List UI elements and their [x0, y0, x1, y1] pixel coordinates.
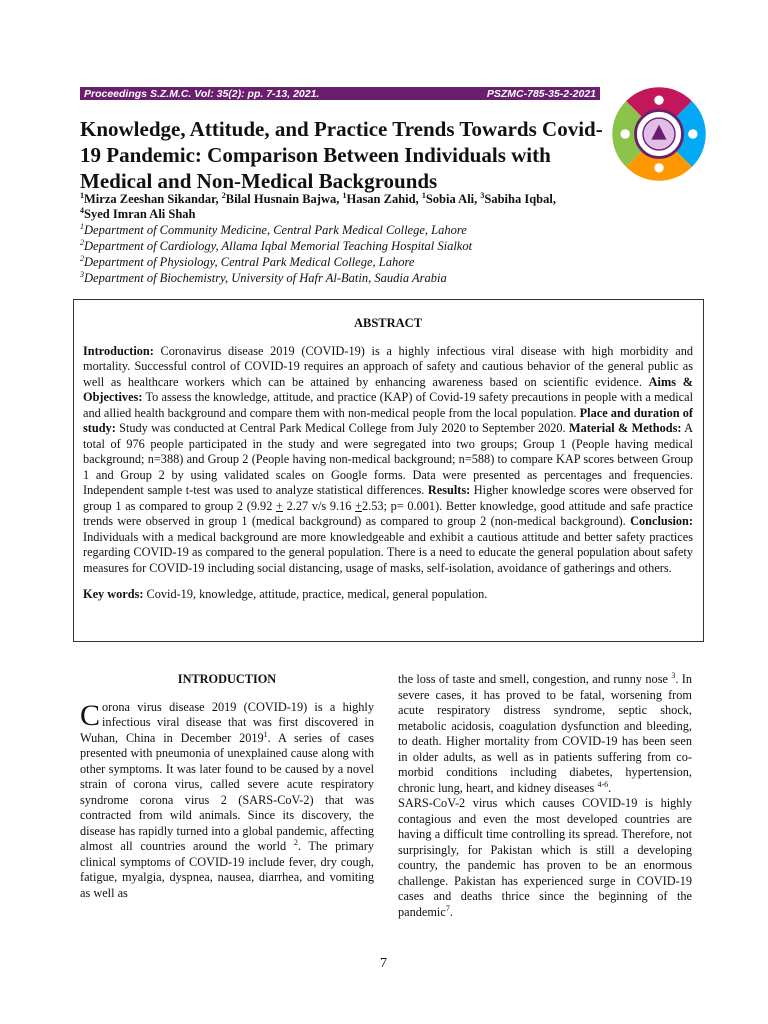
journal-header-banner: [80, 87, 600, 100]
journal-seal-logo: [612, 87, 706, 181]
author: $^3$Sabiha Iqbal,: [480, 190, 556, 206]
author: $^4$Syed Imran Ali Shah: [80, 205, 196, 221]
author-list: [80, 192, 615, 222]
affiliation: $^3$Department of Biochemistry, University of Hafr Al-Batin, Saudia Arabia: [80, 269, 447, 285]
article-title: Knowledge, Attitude, and Practice Trends Towards Covid-19 Pandemic: Comparison Between Individuals with Medical and Non-Medical Backgrounds: [80, 117, 603, 193]
page-number: 7: [380, 956, 387, 971]
left-column: [80, 672, 374, 901]
author: $^1$Hasan Zahid,: [342, 190, 422, 206]
abstract-box: [73, 299, 704, 642]
author: $^1$Sobia Ali,: [421, 190, 481, 206]
abstract-keywords: Key words: Covid-19, knowledge, attitude, practice, medical, general population.: [83, 587, 488, 601]
affiliation: $^2$Department of Cardiology, Allama Iqbal Memorial Teaching Hospital Sialkot: [80, 237, 473, 253]
introduction-paragraph: Corona virus disease 2019 (COVID-19) is a highly infectious viral disease that was first discovered in Wuhan, China in December 2019$^1$. A series of cases presented with pneumonia of unexplained cause along with other symptoms. It was later found to be caused by a novel strain of corona virus, called severe acute respiratory syndrome corona virus 2 (SARS-CoV-2) that was contracted from wild animals. Since its discovery, the disease has rapidly turned into a global pandemic, affecting almost all countries around the world $^2$. The primary clinical symptoms of COVID-19 include fever, dry cough, fatigue, myalgia, dyspnea, nausea, diarrhea, and vomiting as well as: [80, 698, 374, 900]
affiliation-list: [80, 222, 640, 286]
affiliation: $^2$Department of Physiology, Central Park Medical College, Lahore: [80, 253, 415, 269]
abstract-body: Introduction: Coronavirus disease 2019 (COVID-19) is a highly infectious viral disease with high morbidity and mortality. Successful control of COVID-19 requires an approach of safety and cautious behavior of the general public as well as healthcare workers which can be attained by enhancing awareness based on scientific evidence. Aims & Objectives: To assess the knowledge, attitude, and practice (KAP) of Covid-19 safety precautions in people with a medical and allied health background and compare them with non-medical people from the local population. Place and duration of study: Study was conducted at Central Park Medical College from July 2020 to September 2020. Material & Methods: A total of 976 people participated in the study and were segregated into two groups; Group 1 (People having medical background; n=388) and Group 2 (People having non-medical background; n=588) to compare KAP scores between Group 1 and Group 2 by using validated scales on Google forms. Data were presented as percentages and frequencies. Independent sample t-test was used to analyze statistical differences. Results: Higher knowledge scores were observed for group 1 as compared to group 2 (9.92 + 2.27 v/s 9.16 +2.53; p= 0.001). Better knowledge, good attitude and safe practice trends were observed in group 1 (medical background) as compared to group 2 (non-medical background). Conclusion: Individuals with a medical background are more knowledgeable and exhibit a cautious attitude and better safety practices regarding COVID-19 as compared to the general population. There is a need to educate the general population about safety measures for COVID-19 including social distancing, usage of masks, self-isolation, avoidance of gatherings and others.: [83, 343, 694, 575]
author: $^1$Mirza Zeeshan Sikandar,: [80, 190, 222, 206]
abstract-heading: ABSTRACT: [353, 316, 423, 330]
introduction-heading: INTRODUCTION: [177, 672, 277, 686]
author: $^2$Bilal Husnain Bajwa,: [221, 190, 343, 206]
introduction-paragraph: the loss of taste and smell, congestion, and runny nose $^3$. In severe cases, it has proved to be fatal, worsening from acute respiratory distress syndrome, septic shock, metabolic acidosis, coagulation dysfunction and bleeding, to death. Higher mortality from COVID-19 has been seen in older adults, as well as in patients suffering from co-morbid conditions including diabetes, hypertension, chronic lung, heart, and kidney diseases $^{4-6}$.: [398, 670, 692, 795]
affiliation: $^1$Department of Community Medicine, Central Park Medical College, Lahore: [80, 221, 467, 237]
drop-cap: C: [80, 698, 101, 732]
introduction-paragraph: SARS-CoV-2 virus which causes COVID-19 is highly contagious and even the most developed countries are having a difficult time controlling its spread. Therefore, not surprisingly, for Pakistan which is still a developing country, the pandemic has proven to be an enormous challenge. Pakistan has experienced surge in COVID-19 cases and deaths thrice since the beginning of the pandemic$^7$.: [398, 796, 692, 919]
journal-citation: Proceedings S.Z.M.C. Vol: 35(2): pp. 7-13, 2021.: [84, 87, 320, 100]
article-code: PSZMC-785-35-2-2021: [486, 87, 596, 100]
right-column: [398, 672, 692, 920]
